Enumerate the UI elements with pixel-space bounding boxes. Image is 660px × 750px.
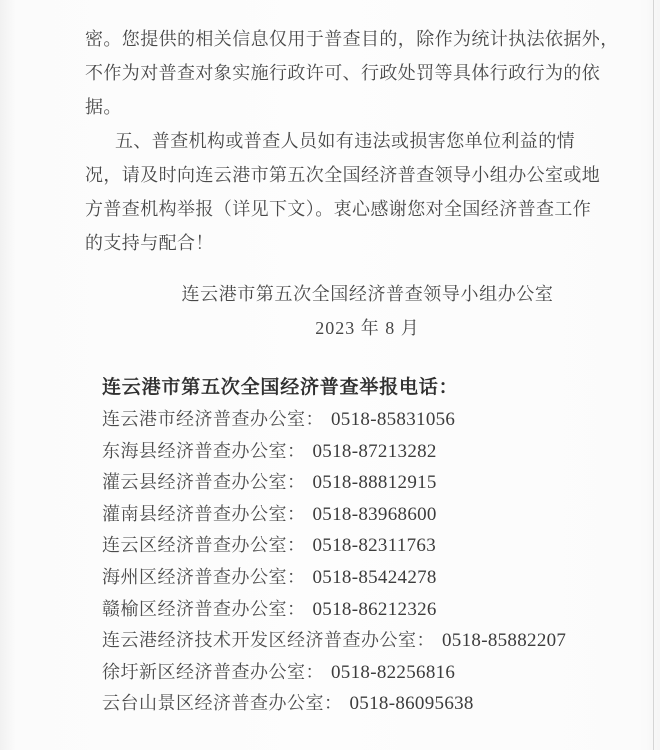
hotline-row bbox=[102, 594, 622, 626]
hotline-heading: 连云港市第五次全国经济普查举报电话： bbox=[102, 377, 459, 398]
hotline-section bbox=[102, 372, 622, 720]
office-name: 徐圩新区经济普查办公室： bbox=[102, 661, 324, 682]
office-name: 连云区经济普查办公室： bbox=[102, 535, 306, 556]
phone-number: 0518-88812915 bbox=[312, 472, 437, 494]
office-name: 灌云县经济普查办公室： bbox=[102, 472, 306, 493]
office-name: 连云港市经济普查办公室： bbox=[102, 409, 324, 429]
phone-number: 0518-85882207 bbox=[442, 630, 567, 652]
office-name: 云台山景区经济普查办公室： bbox=[102, 693, 343, 714]
phone-number: 0518-85424278 bbox=[312, 566, 437, 588]
scan-edge-line bbox=[653, 0, 654, 750]
paragraph-line: 五、普查机构或普查人员如有违法或损害您单位利益的情 bbox=[115, 131, 575, 151]
hotline-row bbox=[102, 625, 622, 657]
paragraph-report-clause bbox=[85, 124, 622, 260]
phone-number: 0518-87213282 bbox=[312, 440, 437, 462]
paragraph-confidentiality bbox=[85, 22, 622, 124]
hotline-row bbox=[102, 404, 622, 436]
paragraph-line: 况，请及时向连云港市第五次全国经济普查领导小组办公室或地 bbox=[85, 165, 601, 185]
issue-date: 2023 年 8 月 bbox=[315, 318, 420, 338]
hotline-row bbox=[102, 436, 622, 468]
signature-block bbox=[85, 277, 622, 345]
office-name: 赣榆区经济普查办公室： bbox=[102, 598, 306, 619]
paragraph-line: 据。 bbox=[85, 97, 122, 117]
phone-number: 0518-83968600 bbox=[312, 503, 437, 525]
phone-number: 0518-82256816 bbox=[331, 661, 456, 683]
paragraph-line: 方普查机构举报（详见下文）。衷心感谢您对全国经济普查工作 bbox=[85, 199, 592, 219]
phone-number: 0518-82311763 bbox=[312, 535, 437, 557]
phone-number: 0518-85831056 bbox=[331, 409, 456, 430]
phone-number: 0518-86095638 bbox=[349, 693, 474, 715]
office-name: 海州区经济普查办公室： bbox=[102, 566, 306, 587]
phone-number: 0518-86212326 bbox=[312, 598, 437, 620]
hotline-row bbox=[102, 499, 622, 531]
document-body bbox=[85, 22, 622, 720]
office-name: 东海县经济普查办公室： bbox=[102, 440, 306, 461]
hotline-row bbox=[102, 530, 622, 562]
hotline-row bbox=[102, 562, 622, 594]
paragraph-line: 的支持与配合！ bbox=[85, 233, 214, 253]
office-name: 灌南县经济普查办公室： bbox=[102, 503, 306, 524]
hotline-row bbox=[102, 657, 622, 689]
paragraph-line: 密。您提供的相关信息仅用于普查目的，除作为统计执法依据外， bbox=[85, 29, 619, 49]
paragraph-line: 不作为对普查对象实施行政许可、行政处罚等具体行政行为的依 bbox=[85, 63, 601, 83]
issuing-office-signature: 连云港市第五次全国经济普查领导小组办公室 bbox=[181, 284, 554, 304]
hotline-row bbox=[102, 467, 622, 499]
office-name: 连云港经济技术开发区经济普查办公室： bbox=[102, 630, 435, 651]
hotline-row bbox=[102, 688, 622, 720]
